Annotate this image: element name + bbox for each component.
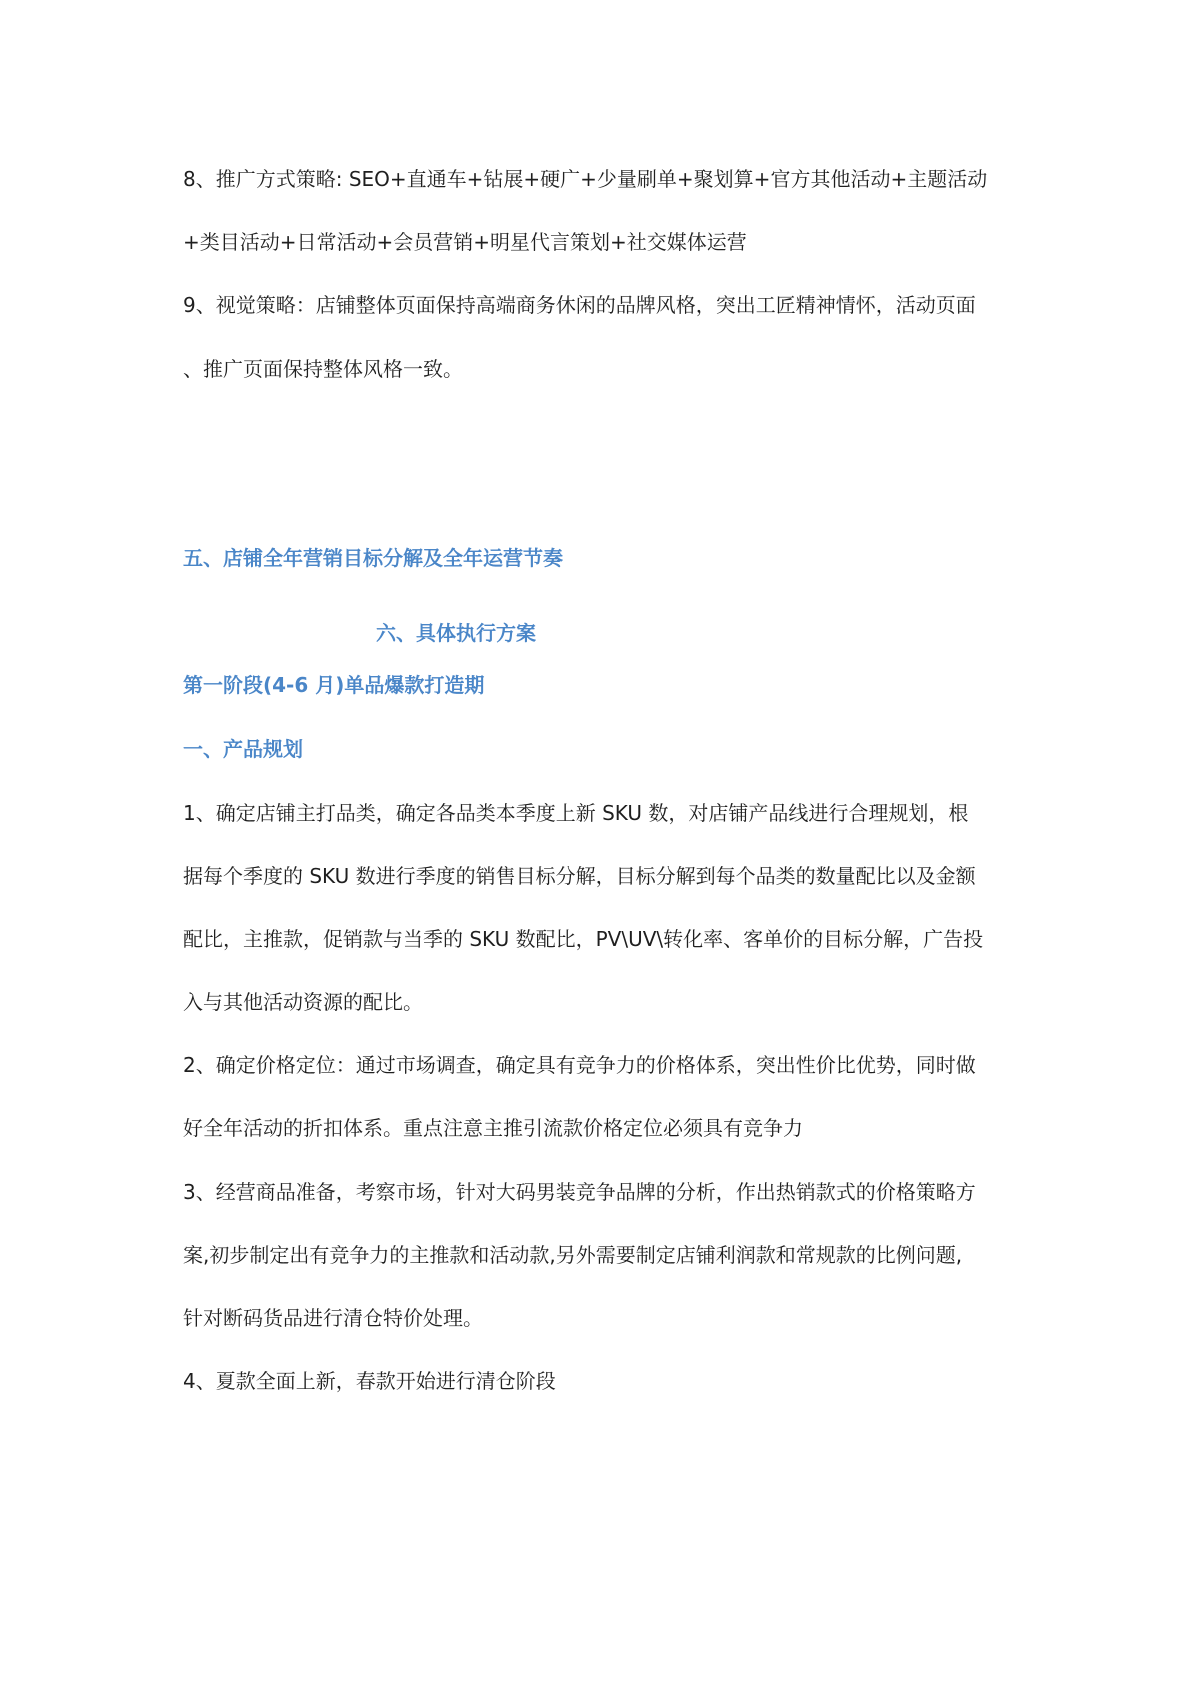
section-heading: 五、店铺全年营销目标分解及全年运营节奏 — [183, 546, 563, 570]
list-item: 案,初步制定出有竞争力的主推款和活动款,另外需要制定店铺利润款和常规款的比例问题, — [183, 1243, 963, 1267]
subheading: 一、产品规划 — [183, 737, 303, 761]
paragraph-line: 8、推广方式策略: SEO+直通车+钻展+硬广+少量刷单+聚划算+官方其他活动+主题活动 — [183, 167, 988, 191]
list-item: 好全年活动的折扣体系。重点注意主推引流款价格定位必须具有竞争力 — [183, 1116, 803, 1140]
list-item: 配比，主推款，促销款与当季的 SKU 数配比，PV\UV\转化率、客单价的目标分解，广告投 — [183, 927, 984, 951]
paragraph-line: 、推广页面保持整体风格一致。 — [183, 357, 463, 381]
list-item: 4、夏款全面上新，春款开始进行清仓阶段 — [183, 1369, 556, 1393]
list-item: 据每个季度的 SKU 数进行季度的销售目标分解，目标分解到每个品类的数量配比以及金额 — [183, 864, 976, 888]
phase-heading: 第一阶段(4-6 月)单品爆款打造期 — [183, 673, 485, 697]
paragraph-line: 9、视觉策略：店铺整体页面保持高端商务休闲的品牌风格，突出工匠精神情怀，活动页面 — [183, 293, 976, 317]
section-heading: 六、具体执行方案 — [376, 621, 536, 645]
list-item: 1、确定店铺主打品类，确定各品类本季度上新 SKU 数，对店铺产品线进行合理规划，根 — [183, 801, 969, 825]
list-item: 针对断码货品进行清仓特价处理。 — [183, 1306, 483, 1330]
list-item: 3、经营商品准备，考察市场，针对大码男装竞争品牌的分析，作出热销款式的价格策略方 — [183, 1180, 976, 1204]
list-item: 2、确定价格定位：通过市场调查，确定具有竞争力的价格体系，突出性价比优势，同时做 — [183, 1053, 976, 1077]
paragraph-line: +类目活动+日常活动+会员营销+明星代言策划+社交媒体运营 — [183, 230, 747, 254]
list-item: 入与其他活动资源的配比。 — [183, 990, 423, 1014]
